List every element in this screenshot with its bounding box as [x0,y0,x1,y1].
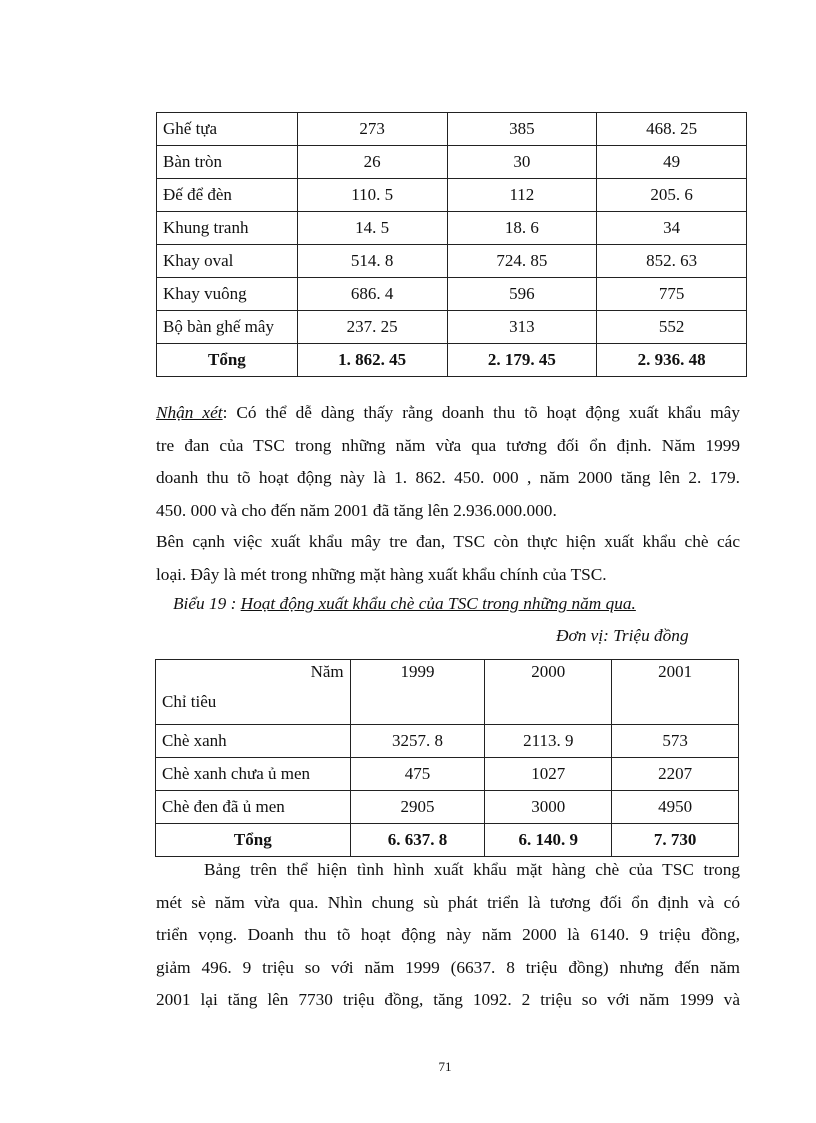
cell-2000: 3000 [485,791,612,824]
table-row [157,113,747,146]
text-line: triển vọng. Doanh thu tõ hoạt động này năm 2000 là 6140. 9 triệu đồng, [156,925,740,944]
cell-1999: 237. 25 [297,311,447,344]
header-corner [156,660,351,725]
corner-year-label: Năm [310,662,344,681]
row-label: Khay oval [157,245,298,278]
remark-line: : Có thể dễ dàng thấy rằng doanh thu tõ hoạt động xuất khẩu mây [222,403,740,422]
text-line: 2001 lại tăng lên 7730 triệu đồng, tăng 1092. 2 triệu so với năm 1999 và [156,990,740,1009]
cell-1999: 3257. 8 [350,725,485,758]
text-line: Bên cạnh việc xuất khẩu mây tre đan, TSC còn thực hiện xuất khẩu chè các [156,532,740,551]
text-line [156,397,740,430]
cell-2000: 112 [447,179,597,212]
cell-1999: 514. 8 [297,245,447,278]
cell-2000: 596 [447,278,597,311]
cell-2001: 49 [597,146,747,179]
text-line: loại. Đây là mét trong những mặt hàng xuất khẩu chính của TSC. [156,564,607,584]
row-label: Ghế tựa [157,113,298,146]
cell-2000: 724. 85 [447,245,597,278]
row-label: Khung tranh [157,212,298,245]
total-1999: 1. 862. 45 [297,344,447,377]
cell-2001: 775 [597,278,747,311]
cell-1999: 110. 5 [297,179,447,212]
text-line: tre đan của TSC trong những năm vừa qua tương đối ổn định. Năm 1999 [156,435,740,455]
page-number: 71 [438,1059,452,1074]
text-line: doanh thu tõ hoạt động này là 1. 862. 450. 000 , năm 2000 tăng lên 2. 179. [156,468,740,487]
cell-2001: 4950 [612,791,739,824]
text-line: 450. 000 và cho đến năm 2001 đã tăng lên 2.936.000.000. [156,500,557,520]
table-caption [173,594,636,614]
total-2001: 2. 936. 48 [597,344,747,377]
tea-analysis-paragraph [156,854,740,1017]
table-row [156,791,739,824]
corner-indicator-label: Chỉ tiêu [162,692,217,711]
remark-paragraph [156,397,740,527]
tea-intro-paragraph [156,526,740,591]
cell-2001: 34 [597,212,747,245]
cell-2000: 385 [447,113,597,146]
total-row [157,344,747,377]
total-2001: 7. 730 [612,824,739,857]
cell-2001: 552 [597,311,747,344]
text-line: giảm 496. 9 triệu so với năm 1999 (6637. 8 triệu đồng) nhưng đến năm [156,957,740,977]
cell-2001: 205. 6 [597,179,747,212]
total-1999: 6. 637. 8 [350,824,485,857]
total-2000: 6. 140. 9 [485,824,612,857]
header-year: 2000 [485,660,612,725]
cell-1999: 14. 5 [297,212,447,245]
bamboo-export-table [156,112,747,377]
cell-2001: 573 [612,725,739,758]
cell-2000: 1027 [485,758,612,791]
table-row [156,758,739,791]
cell-1999: 273 [297,113,447,146]
cell-2000: 2113. 9 [485,725,612,758]
table-row [157,146,747,179]
row-label: Chè xanh chưa ủ men [156,758,351,791]
table-row [157,278,747,311]
cell-2000: 313 [447,311,597,344]
table-row [157,311,747,344]
row-label: Chè đen đã ủ men [156,791,351,824]
cell-2001: 2207 [612,758,739,791]
row-label: Bàn tròn [157,146,298,179]
row-label: Khay vuông [157,278,298,311]
cell-1999: 2905 [350,791,485,824]
cell-1999: 686. 4 [297,278,447,311]
header-year: 1999 [350,660,485,725]
cell-1999: 26 [297,146,447,179]
row-label: Bộ bàn ghế mây [157,311,298,344]
cell-2001: 852. 63 [597,245,747,278]
unit-label: Đơn vị: Triệu đồng [556,626,689,645]
total-label: Tổng [156,824,351,857]
table-row [157,212,747,245]
caption-prefix: Biểu 19 : [173,594,241,613]
caption-text: Hoạt động xuất khẩu chè của TSC trong những năm qua. [240,594,636,613]
text-line: mét sè năm vừa qua. Nhìn chung sù phát triển là tương đối ổn định và có [156,892,740,912]
cell-1999: 475 [350,758,485,791]
table-row [157,179,747,212]
table-row [156,725,739,758]
text-line: Bảng trên thể hiện tình hình xuất khẩu mặt hàng chè của TSC trong [204,860,740,879]
header-year: 2001 [612,660,739,725]
tea-export-table [155,659,739,857]
cell-2000: 18. 6 [447,212,597,245]
remark-label: Nhận xét [156,403,223,422]
total-2000: 2. 179. 45 [447,344,597,377]
header-row [156,660,739,725]
row-label: Chè xanh [156,725,351,758]
total-row [156,824,739,857]
cell-2001: 468. 25 [597,113,747,146]
cell-2000: 30 [447,146,597,179]
table-row [157,245,747,278]
total-label: Tổng [157,344,298,377]
row-label: Đế để đèn [157,179,298,212]
